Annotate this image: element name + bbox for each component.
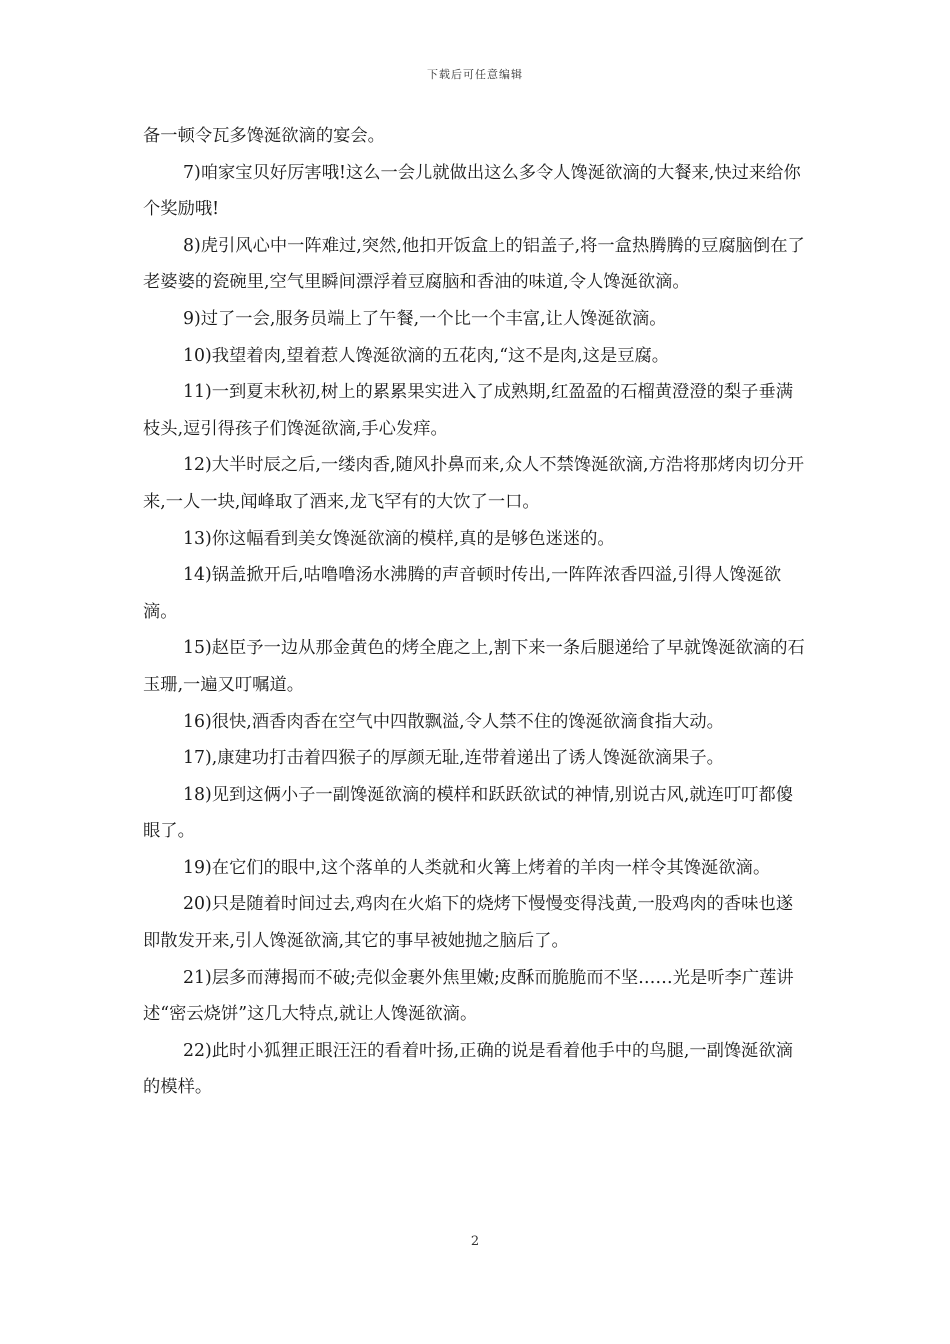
paragraph: 9)过了一会,服务员端上了午餐,一个比一个丰富,让人馋涎欲滴。 [183,308,667,329]
paragraph: 15)赵臣予一边从那金黄色的烤全鹿之上,割下来一条后腿递给了早就馋涎欲滴的石玉珊,一遍又叮嘱道。 [143,638,805,695]
paragraph: 11)一到夏末秋初,树上的累累果实进入了成熟期,红盈盈的石榴黄澄澄的梨子垂满枝头,逗引得孩子们馋涎欲滴,手心发痒。 [143,382,794,439]
paragraph: 14)锅盖掀开后,咕噜噜汤水沸腾的声音顿时传出,一阵阵浓香四溢,引得人馋涎欲滴。 [143,565,782,622]
document-body [143,118,807,1106]
paragraph: 21)层多而薄揭而不破;壳似金裹外焦里嫩;皮酥而脆脆而不坚……光是听李广莲讲述“密云烧饼”这几大特点,就让人馋涎欲滴。 [143,967,794,1025]
paragraph: 20)只是随着时间过去,鸡肉在火焰下的烧烤下慢慢变得浅黄,一股鸡肉的香味也遂即散发开来,引人馋涎欲滴,其它的事早被她抛之脑后了。 [143,894,794,952]
page-number: 2 [470,1234,480,1249]
paragraph: 13)你这幅看到美女馋涎欲滴的模样,真的是够色迷迷的。 [183,528,615,549]
page-header: 下载后可任意编辑 [427,68,523,81]
paragraph: 18)见到这俩小子一副馋涎欲滴的模样和跃跃欲试的神情,别说古风,就连叮叮都傻眼了。 [143,784,794,842]
paragraph: 22)此时小狐狸正眼汪汪的看着叶扬,正确的说是看着他手中的鸟腿,一副馋涎欲滴的模样。 [143,1040,794,1098]
paragraph: 7)咱家宝贝好厉害哦!这么一会儿就做出这么多令人馋涎欲滴的大餐来,快过来给你个奖励哦! [143,162,801,220]
paragraph: 12)大半时辰之后,一缕肉香,随风扑鼻而来,众人不禁馋涎欲滴,方浩将那烤肉切分开来,一人一块,闻峰取了酒来,龙飞罕有的大饮了一口。 [143,455,804,512]
paragraph: 备一顿令瓦多馋涎欲滴的宴会。 [143,126,385,146]
paragraph: 8)虎引风心中一阵难过,突然,他扣开饭盒上的铝盖子,将一盒热腾腾的豆腐脑倒在了老婆婆的瓷碗里,空气里瞬间漂浮着豆腐脑和香油的味道,令人馋涎欲滴。 [143,235,805,293]
paragraph: 10)我望着肉,望着惹人馋涎欲滴的五花肉,“这不是肉,这是豆腐。 [183,345,670,366]
paragraph: 19)在它们的眼中,这个落单的人类就和火篝上烤着的羊肉一样令其馋涎欲滴。 [183,857,771,878]
paragraph: 17),康建功打击着四猴子的厚颜无耻,连带着递出了诱人馋涎欲滴果子。 [183,748,724,769]
paragraph: 16)很快,酒香肉香在空气中四散飘溢,令人禁不住的馋涎欲滴食指大动。 [183,711,724,732]
